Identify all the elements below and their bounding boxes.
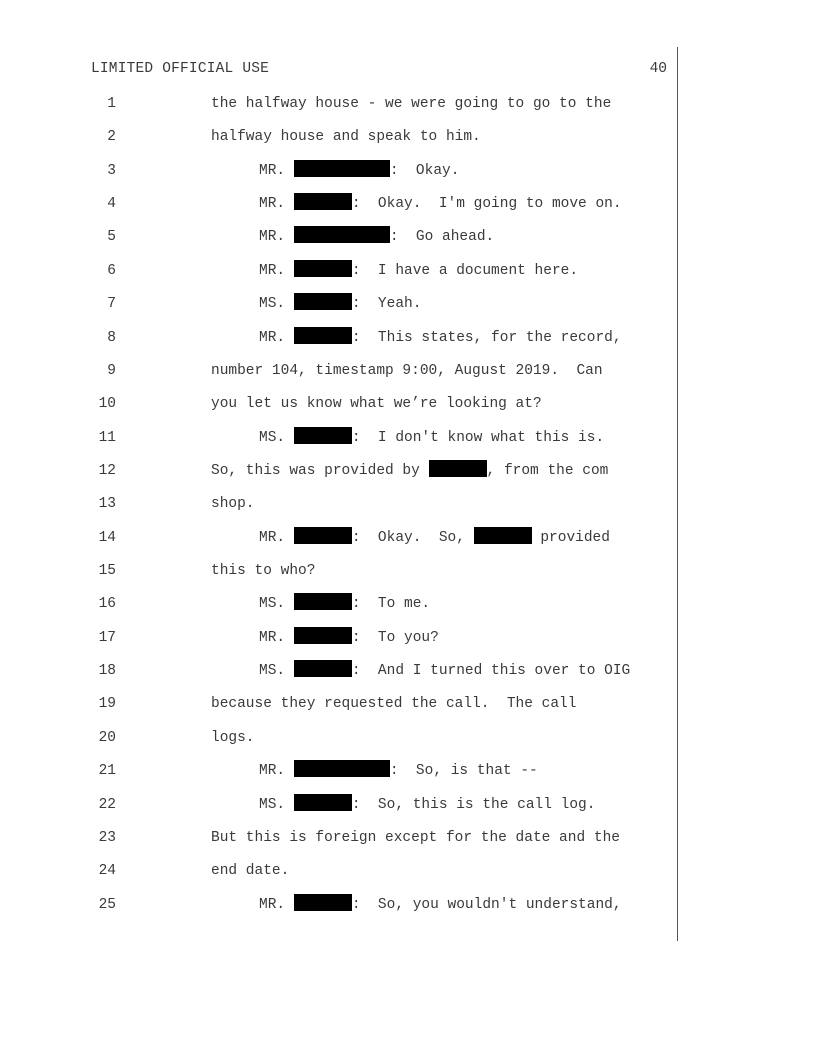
spoken-text: logs. bbox=[211, 730, 255, 746]
transcript-line bbox=[0, 293, 816, 315]
line-number: 7 bbox=[107, 296, 116, 312]
spoken-text: : Okay. So, bbox=[351, 530, 474, 546]
spoken-text: halfway house and speak to him. bbox=[211, 129, 481, 145]
spoken-text: this to who? bbox=[211, 563, 316, 579]
line-number: 17 bbox=[98, 630, 116, 646]
transcript-line bbox=[0, 260, 816, 282]
spoken-text: the halfway house - we were going to go to the bbox=[211, 96, 612, 112]
line-text bbox=[211, 727, 255, 749]
speaker-title: MR. bbox=[259, 229, 294, 245]
line-text bbox=[259, 627, 439, 649]
line-text bbox=[211, 560, 315, 582]
transcript-line bbox=[0, 160, 816, 182]
redaction-box bbox=[294, 260, 352, 277]
line-text bbox=[211, 126, 481, 148]
line-number: 10 bbox=[98, 396, 116, 412]
speaker-title: MS. bbox=[259, 296, 294, 312]
line-number: 8 bbox=[107, 330, 116, 346]
speaker-title: So, this was provided by bbox=[211, 463, 429, 479]
classification-header: LIMITED OFFICIAL USE bbox=[91, 61, 270, 77]
spoken-text: : So, this is the call log. bbox=[351, 797, 596, 813]
transcript-line bbox=[0, 427, 816, 449]
line-text bbox=[259, 193, 622, 215]
spoken-text: : I don't know what this is. bbox=[351, 430, 605, 446]
line-number: 6 bbox=[107, 263, 116, 279]
redaction-box bbox=[294, 894, 352, 911]
transcript-line bbox=[0, 560, 816, 582]
line-text bbox=[211, 827, 620, 849]
line-number: 9 bbox=[107, 363, 116, 379]
speaker-title: MS. bbox=[259, 596, 294, 612]
transcript-line bbox=[0, 693, 816, 715]
speaker-title: MR. bbox=[259, 897, 294, 913]
speaker-title: MR. bbox=[259, 530, 294, 546]
line-number: 21 bbox=[98, 763, 116, 779]
speaker-title: MR. bbox=[259, 763, 294, 779]
line-number: 13 bbox=[98, 496, 116, 512]
redaction-box bbox=[294, 293, 352, 310]
transcript-line bbox=[0, 727, 816, 749]
transcript-line bbox=[0, 593, 816, 615]
redaction-box bbox=[294, 593, 352, 610]
line-text bbox=[259, 760, 538, 782]
line-text bbox=[211, 493, 255, 515]
line-number: 11 bbox=[98, 430, 116, 446]
line-text bbox=[259, 226, 494, 248]
redaction-box bbox=[294, 660, 352, 677]
redaction-box bbox=[294, 427, 352, 444]
line-text bbox=[259, 794, 595, 816]
transcript-line bbox=[0, 760, 816, 782]
transcript-line bbox=[0, 226, 816, 248]
spoken-text: : So, is that -- bbox=[389, 763, 538, 779]
speaker-title: MR. bbox=[259, 196, 294, 212]
transcript-line bbox=[0, 126, 816, 148]
transcript-line bbox=[0, 894, 816, 916]
redaction-box bbox=[294, 527, 352, 544]
line-text bbox=[259, 894, 622, 916]
line-number: 25 bbox=[98, 897, 116, 913]
spoken-text: end date. bbox=[211, 863, 290, 879]
line-text bbox=[259, 260, 578, 282]
spoken-text: provided bbox=[531, 530, 610, 546]
redaction-box bbox=[294, 627, 352, 644]
redaction-box bbox=[294, 794, 352, 811]
speaker-title: MR. bbox=[259, 163, 294, 179]
line-number: 19 bbox=[98, 696, 116, 712]
line-text bbox=[259, 327, 622, 349]
line-number: 18 bbox=[98, 663, 116, 679]
line-text bbox=[259, 427, 604, 449]
spoken-text: : Go ahead. bbox=[389, 229, 495, 245]
transcript-line bbox=[0, 93, 816, 115]
speaker-title: MS. bbox=[259, 797, 294, 813]
spoken-text: : This states, for the record, bbox=[351, 330, 622, 346]
transcript-line bbox=[0, 493, 816, 515]
spoken-text: number 104, timestamp 9:00, August 2019. Can bbox=[211, 363, 603, 379]
spoken-text: : Yeah. bbox=[351, 296, 422, 312]
speaker-title: MS. bbox=[259, 663, 294, 679]
spoken-text: because they requested the call. The call bbox=[211, 696, 577, 712]
line-text bbox=[259, 527, 610, 549]
line-number: 4 bbox=[107, 196, 116, 212]
transcript-line bbox=[0, 527, 816, 549]
redaction-box bbox=[474, 527, 532, 544]
redaction-box bbox=[294, 226, 390, 243]
spoken-text: : So, you wouldn't understand, bbox=[351, 897, 622, 913]
line-number: 14 bbox=[98, 530, 116, 546]
line-text bbox=[211, 860, 289, 882]
line-text bbox=[259, 160, 459, 182]
line-number: 22 bbox=[98, 797, 116, 813]
line-number: 15 bbox=[98, 563, 116, 579]
line-text bbox=[259, 293, 421, 315]
line-number: 3 bbox=[107, 163, 116, 179]
transcript-line bbox=[0, 860, 816, 882]
line-number: 1 bbox=[107, 96, 116, 112]
spoken-text: shop. bbox=[211, 496, 255, 512]
transcript-line bbox=[0, 360, 816, 382]
spoken-text: , from the com bbox=[486, 463, 609, 479]
line-number: 12 bbox=[98, 463, 116, 479]
line-number: 16 bbox=[98, 596, 116, 612]
line-text bbox=[211, 93, 611, 115]
speaker-title: MR. bbox=[259, 263, 294, 279]
line-number: 2 bbox=[107, 129, 116, 145]
spoken-text: you let us know what we’re looking at? bbox=[211, 396, 542, 412]
redaction-box bbox=[294, 327, 352, 344]
speaker-title: MR. bbox=[259, 330, 294, 346]
line-text bbox=[211, 460, 608, 482]
line-text bbox=[211, 393, 542, 415]
redaction-box bbox=[294, 760, 390, 777]
transcript-line bbox=[0, 327, 816, 349]
spoken-text: : Okay. I'm going to move on. bbox=[351, 196, 622, 212]
transcript-line bbox=[0, 193, 816, 215]
spoken-text: : I have a document here. bbox=[351, 263, 579, 279]
transcript-line bbox=[0, 627, 816, 649]
speaker-title: MS. bbox=[259, 430, 294, 446]
page-number: 40 bbox=[649, 61, 667, 77]
transcript-line bbox=[0, 660, 816, 682]
spoken-text: : And I turned this over to OIG bbox=[351, 663, 631, 679]
line-text bbox=[259, 593, 430, 615]
line-text bbox=[259, 660, 630, 682]
speaker-title: MR. bbox=[259, 630, 294, 646]
redaction-box bbox=[294, 193, 352, 210]
transcript-line bbox=[0, 460, 816, 482]
line-text bbox=[211, 360, 603, 382]
spoken-text: But this is foreign except for the date and the bbox=[211, 830, 620, 846]
line-text bbox=[211, 693, 576, 715]
line-number: 5 bbox=[107, 229, 116, 245]
transcript-line bbox=[0, 794, 816, 816]
redaction-box bbox=[294, 160, 390, 177]
spoken-text: : Okay. bbox=[389, 163, 460, 179]
transcript-line bbox=[0, 393, 816, 415]
redaction-box bbox=[429, 460, 487, 477]
line-number: 20 bbox=[98, 730, 116, 746]
line-number: 24 bbox=[98, 863, 116, 879]
transcript-line bbox=[0, 827, 816, 849]
spoken-text: : To me. bbox=[351, 596, 431, 612]
line-number: 23 bbox=[98, 830, 116, 846]
spoken-text: : To you? bbox=[351, 630, 439, 646]
